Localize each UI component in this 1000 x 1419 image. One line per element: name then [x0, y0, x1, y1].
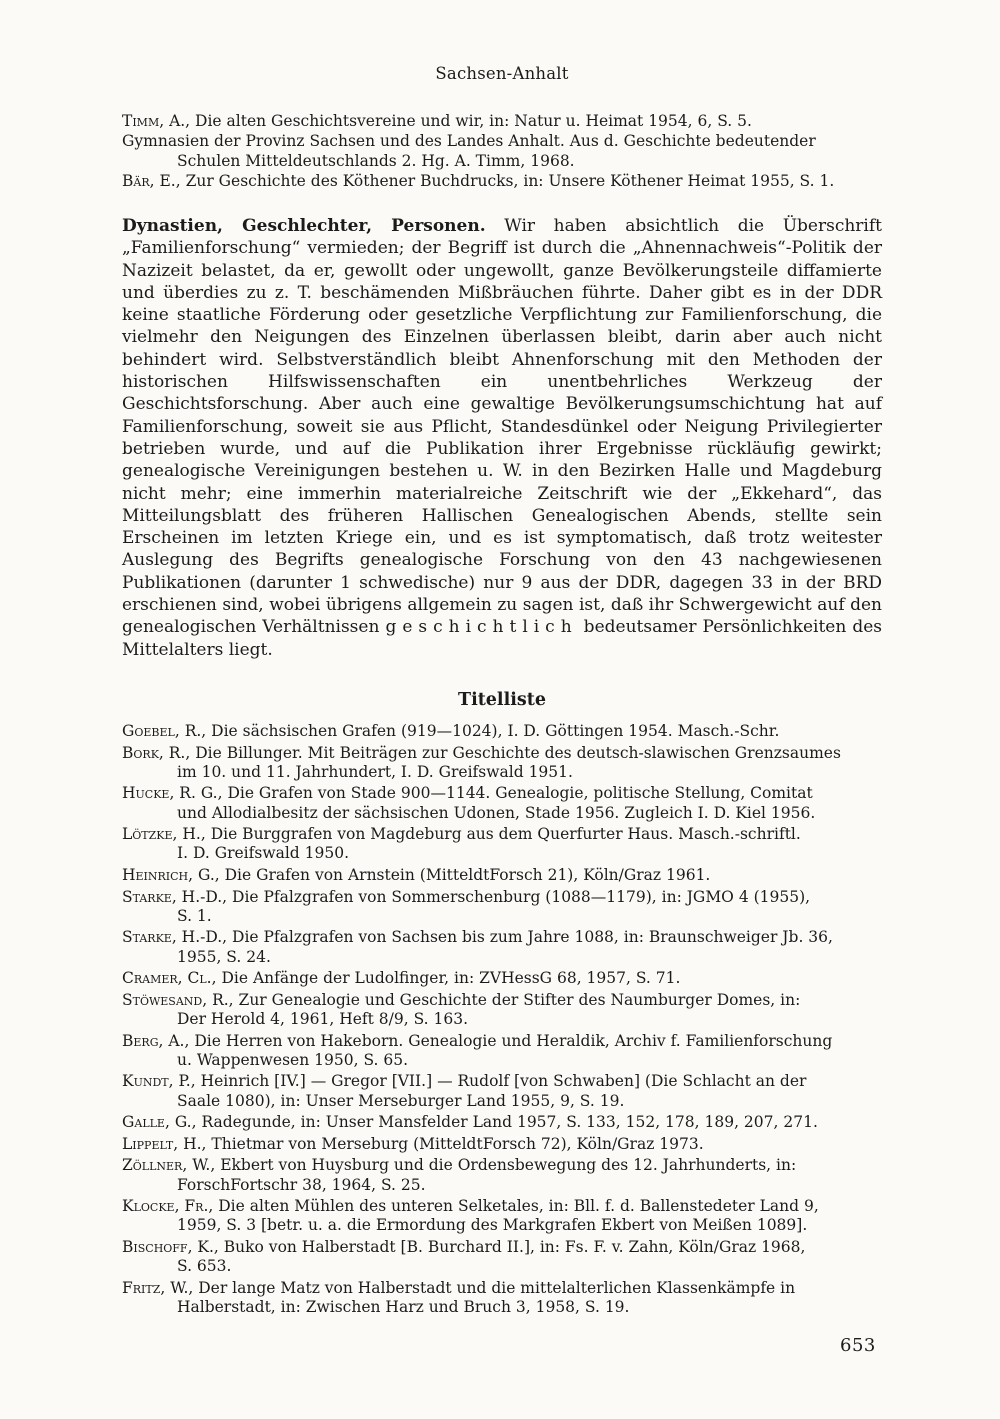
entry-author: Stöwesand, R.,: [122, 990, 234, 1009]
entry-text-continued: S. 1.: [177, 906, 212, 925]
title-list-entry: [122, 1279, 882, 1317]
paragraph-heading: Dynastien, Geschlechter, Personen.: [122, 216, 486, 236]
entry-text: Die Grafen von Arnstein (MitteldtForsch 21), Köln/Graz 1961.: [219, 865, 711, 884]
reference-text-continued: Schulen Mitteldeutschlands 2. Hg. A. Timm, 1968.: [177, 152, 575, 170]
entry-author: Lippelt, H.,: [122, 1134, 207, 1153]
entry-author: Klocke, Fr.,: [122, 1197, 214, 1216]
entry-author: Starke, H.-D.,: [122, 928, 228, 947]
entry-text: Heinrich [IV.] — Gregor [VII.] — Rudolf [von Schwaben] (Die Schlacht an der: [195, 1072, 807, 1091]
entry-text-continued: und Allodialbesitz der sächsischen Udonen, Stade 1956. Zugleich I. D. Kiel 1956.: [177, 803, 816, 822]
top-references: [122, 111, 882, 191]
body-paragraph: [122, 215, 882, 661]
entry-text: Ekbert von Huysburg und die Ordensbewegung des 12. Jahrhunderts, in:: [215, 1156, 797, 1175]
entry-text-continued: ForschFortschr 38, 1964, S. 25.: [177, 1175, 426, 1194]
entry-text-continued: im 10. und 11. Jahrhundert, I. D. Greifswald 1951.: [177, 762, 573, 781]
reference-text: Gymnasien der Provinz Sachsen und des Landes Anhalt. Aus d. Geschichte bedeutender: [122, 132, 816, 150]
entry-text-continued: u. Wappenwesen 1950, S. 65.: [177, 1050, 409, 1069]
running-head: Sachsen-Anhalt: [435, 64, 569, 83]
entry-text: Die Anfänge der Ludolfinger, in: ZVHessG 68, 1957, S. 71.: [216, 969, 681, 988]
title-list-entry: [122, 1156, 882, 1194]
entry-text: Der lange Matz von Halberstadt und die mittelalterlichen Klassenkämpfe in: [193, 1278, 796, 1297]
entry-text-continued: S. 653.: [177, 1257, 232, 1276]
entry-text: Buko von Halberstadt [B. Burchard II.], in: Fs. F. v. Zahn, Köln/Graz 1968,: [218, 1237, 806, 1256]
reference-author: Bär, E.,: [122, 172, 181, 190]
entry-author: Galle, G.,: [122, 1113, 197, 1132]
entry-author: Berg, A.,: [122, 1031, 190, 1050]
entry-author: Bork, R.,: [122, 743, 191, 762]
reference-author: Timm, A.,: [122, 112, 191, 130]
entry-author: Bischoff, K.,: [122, 1237, 219, 1256]
title-list-entry: [122, 1072, 882, 1110]
title-list: [122, 722, 882, 1320]
reference-text: Zur Geschichte des Köthener Buchdrucks, in: Unsere Köthener Heimat 1955, S. 1.: [180, 172, 835, 190]
entry-text: Die sächsischen Grafen (919—1024), I. D. Göttingen 1954. Masch.-Schr.: [206, 722, 780, 740]
entry-text-continued: Der Herold 4, 1961, Heft 8/9, S. 163.: [177, 1009, 469, 1028]
title-list-entry: [122, 1238, 882, 1276]
entry-author: Goebel, R.,: [122, 722, 207, 740]
title-list-entry: [122, 1135, 882, 1154]
reference-text: Die alten Geschichtsvereine und wir, in: Natur u. Heimat 1954, 6, S. 5.: [190, 112, 752, 130]
entry-text-continued: 1959, S. 3 [betr. u. a. die Ermordung des Markgrafen Ekbert von Meißen 1089].: [177, 1216, 808, 1235]
section-title: Titelliste: [458, 690, 546, 710]
reference-entry: [122, 131, 882, 171]
title-list-entry: [122, 722, 882, 741]
entry-author: Hucke, R. G.,: [122, 784, 223, 803]
entry-text: Die Burggrafen von Magdeburg aus dem Querfurter Haus. Masch.-schriftl.: [205, 825, 801, 844]
entry-author: Cramer, Cl.,: [122, 969, 217, 988]
paragraph-text-end: bedeutsamer Persönlichkeiten des Mittelalters liegt.: [122, 617, 882, 660]
entry-text: Die alten Mühlen des unteren Selketales, in: Bll. f. d. Ballenstedeter Land 9,: [213, 1197, 819, 1216]
entry-author: Lötzke, H.,: [122, 825, 206, 844]
title-list-entry: [122, 1197, 882, 1235]
title-list-entry: [122, 744, 882, 782]
entry-text: Radegunde, in: Unser Mansfelder Land 1957, S. 133, 152, 178, 189, 207, 271.: [196, 1113, 818, 1132]
entry-text: Die Pfalzgrafen von Sommerschenburg (1088—1179), in: JGMO 4 (1955),: [227, 887, 811, 906]
entry-author: Heinrich, G.,: [122, 865, 220, 884]
title-list-entry: [122, 991, 882, 1029]
page-number: 653: [840, 1335, 876, 1356]
entry-text: Thietmar von Merseburg (MitteldtForsch 72), Köln/Graz 1973.: [206, 1134, 704, 1153]
title-list-entry: [122, 784, 882, 822]
spaced-emphasis: geschichtlich: [385, 617, 578, 638]
title-list-entry: [122, 1113, 882, 1132]
entry-text-continued: 1955, S. 24.: [177, 947, 271, 966]
paragraph-text: Wir haben absichtlich die Überschrift „Familienforschung“ vermieden; der Begriff ist durch die „Ahnennachweis“-Politik der Nazizeit belastet, da er, gewollt oder ungewollt, ganze Bevölkerungsteile diffamierte und überdies zu z. T. beschämenden Mißbräuchen führte. Daher gibt es in der DDR keine staatliche Förderung oder gesetzliche Verpflichtung zur Familienforschung, die vielmehr den Neigungen des Einzelnen überlassen bleibt, darin aber auch nicht behindert wird. Selbstverständlich bleibt Ahnenforschung mit den Methoden der historischen Hilfswissenschaften ein unentbehrliches Werkzeug der Geschichtsforschung. Aber auch eine gewaltige Bevölkerungsumschichtung hat auf Familienforschung, soweit sie aus Pflicht, Standesdünkel oder Neigung Privilegierter betrieben wurde, und auf die Publikation ihrer Ergebnisse rückläufig gewirkt; genealogische Vereinigungen bestehen u. W. in den Bezirken Halle und Magdeburg nicht mehr; eine immerhin materialreiche Zeitschrift wie der „Ekkehard“, das Mitteilungsblatt des früheren Hallischen Genealogischen Abends, stellte sein Erscheinen im letzten Kriege ein, und es ist symptomatisch, daß trotz weitester Auslegung des Begrifts genealogische Forschung von den 43 nachgewiesenen Publikationen (darunter 1 schwedische) nur 9 aus der DDR, dagegen 33 in der BRD erschienen sind, wobei übrigens allgemein zu sagen ist, daß ihr Schwergewicht auf den genealogischen Verhältnissen: [122, 216, 882, 638]
reference-entry: [122, 111, 882, 131]
title-list-entry: [122, 1032, 882, 1070]
title-list-entry: [122, 866, 882, 885]
entry-text: Die Billunger. Mit Beiträgen zur Geschichte des deutsch-slawischen Grenzsaumes: [190, 743, 841, 762]
entry-text: Die Pfalzgrafen von Sachsen bis zum Jahre 1088, in: Braunschweiger Jb. 36,: [227, 928, 833, 947]
entry-text-continued: I. D. Greifswald 1950.: [177, 844, 350, 863]
title-list-entry: [122, 825, 882, 863]
entry-text-continued: Saale 1080), in: Unser Merseburger Land 1955, 9, S. 19.: [177, 1091, 625, 1110]
entry-author: Fritz, W.,: [122, 1278, 194, 1297]
title-list-entry: [122, 928, 882, 966]
entry-author: Starke, H.-D.,: [122, 887, 228, 906]
entry-text: Die Herren von Hakeborn. Genealogie und Heraldik, Archiv f. Familienforschung: [189, 1031, 833, 1050]
reference-entry: [122, 171, 882, 191]
entry-author: Zöllner, W.,: [122, 1156, 216, 1175]
entry-text: Die Grafen von Stade 900—1144. Genealogie, politische Stellung, Comitat: [222, 784, 813, 803]
entry-text-continued: Halberstadt, in: Zwischen Harz und Bruch 3, 1958, S. 19.: [177, 1297, 630, 1316]
entry-text: Zur Genealogie und Geschichte der Stifter des Naumburger Domes, in:: [233, 990, 801, 1009]
title-list-entry: [122, 969, 882, 988]
title-list-entry: [122, 888, 882, 926]
entry-author: Kundt, P.,: [122, 1072, 196, 1091]
